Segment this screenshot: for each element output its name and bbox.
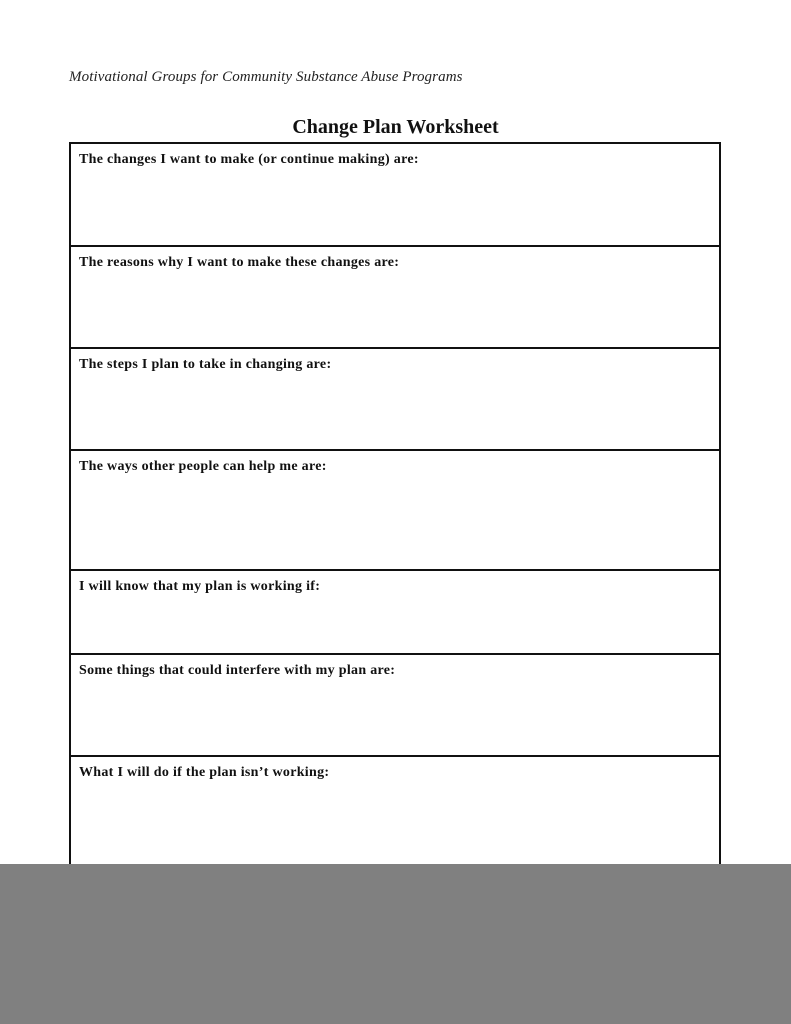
- worksheet-section-interfere: [71, 655, 719, 757]
- section-label: I will know that my plan is working if:: [79, 579, 321, 594]
- running-header: Motivational Groups for Community Substance Abuse Programs: [69, 69, 463, 85]
- worksheet-section-changes: [71, 144, 719, 247]
- viewer-background: [0, 864, 791, 1024]
- section-label: The reasons why I want to make these changes are:: [79, 255, 400, 270]
- section-label: The changes I want to make (or continue making) are:: [79, 152, 419, 167]
- worksheet-table: [69, 142, 721, 868]
- section-label: What I will do if the plan isn’t working:: [79, 765, 330, 780]
- worksheet-section-help: [71, 451, 719, 571]
- section-label: The ways other people can help me are:: [79, 459, 327, 474]
- section-label: The steps I plan to take in changing are:: [79, 357, 332, 372]
- worksheet-section-fallback: [71, 757, 719, 868]
- worksheet-title: Change Plan Worksheet: [292, 116, 499, 138]
- worksheet-section-reasons: [71, 247, 719, 349]
- worksheet-section-steps: [71, 349, 719, 451]
- worksheet-section-working: [71, 571, 719, 655]
- section-label: Some things that could interfere with my plan are:: [79, 663, 396, 678]
